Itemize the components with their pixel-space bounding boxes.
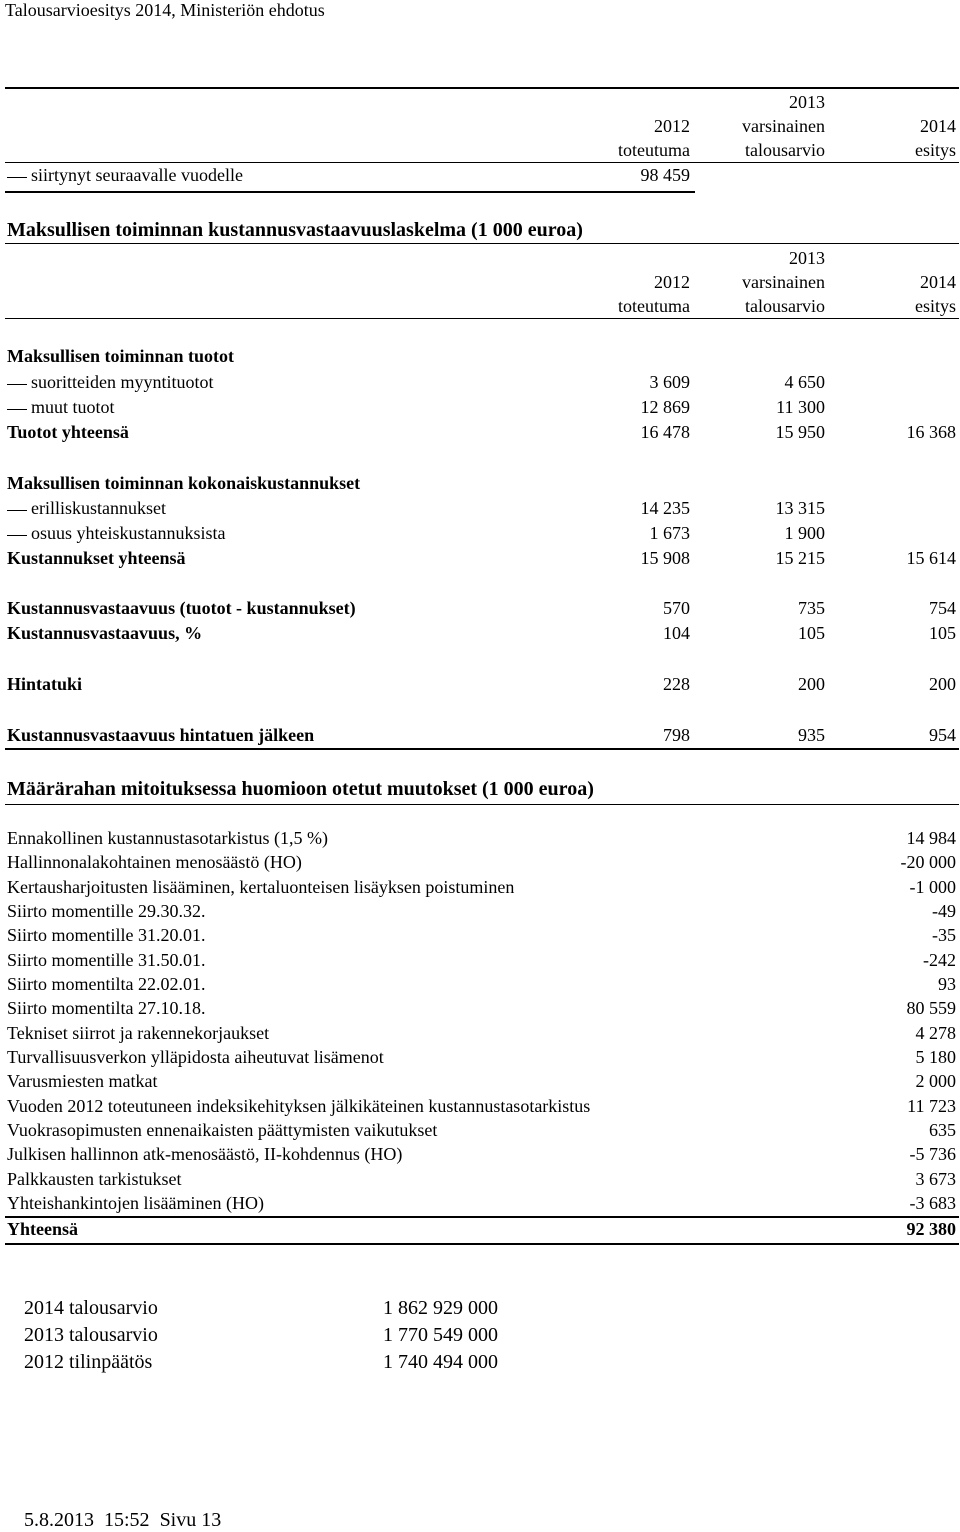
- item-label: Hallinnonalakohtainen menosäästö (HO): [7, 852, 302, 872]
- table-row: [0, 397, 960, 422]
- item-value: -20 000: [900, 852, 956, 872]
- item-label: Siirto momentilta 22.02.01.: [7, 974, 206, 994]
- col-header-year: 2012: [654, 116, 690, 136]
- summary-row: [0, 1297, 960, 1323]
- page-footer: [24, 1509, 221, 1532]
- col-header-2013: [742, 246, 825, 318]
- value-2013: 15 215: [775, 548, 825, 568]
- item-label: Siirto momentille 31.50.01.: [7, 950, 206, 970]
- col-header-year: 2012: [654, 272, 690, 292]
- changes-title: Määrärahan mitoituksessa huomioon otetut muutokset (1 000 euroa): [7, 778, 594, 800]
- row-label: Maksullisen toiminnan kokonaiskustannukset: [7, 473, 361, 493]
- item-value: -242: [923, 950, 956, 970]
- changes-title-rule: [5, 804, 959, 805]
- summary-label: 2013 talousarvio: [24, 1324, 158, 1346]
- value-2012: 570: [663, 598, 690, 618]
- list-item: [0, 877, 960, 901]
- item-value: -3 683: [909, 1193, 956, 1213]
- footer-date: 5.8.2013: [24, 1509, 94, 1531]
- value-2012: 15 908: [640, 548, 690, 568]
- item-label: Yhteishankintojen lisääminen (HO): [7, 1193, 264, 1213]
- col-header-2013: [742, 90, 825, 162]
- item-value: 4 278: [915, 1023, 956, 1043]
- col-header-2012: [618, 270, 690, 318]
- row-label: Kustannusvastaavuus (tuotot - kustannukset): [7, 598, 356, 618]
- item-label: Siirto momentille 29.30.32.: [7, 901, 206, 921]
- cost-header-rule: [5, 318, 959, 319]
- changes-bottom-rule: [5, 1243, 959, 1245]
- row-label: Hintatuki: [7, 674, 83, 694]
- dash-marker: [7, 384, 27, 385]
- value-2012: 798: [663, 725, 690, 745]
- dash-marker: [7, 510, 27, 511]
- col-header-desc: esitys: [914, 296, 956, 316]
- item-value: 93: [938, 974, 956, 994]
- item-label: Varusmiesten matkat: [7, 1071, 158, 1091]
- value-2013: 11 300: [776, 397, 825, 417]
- list-item: [0, 950, 960, 974]
- list-item: [0, 1071, 960, 1095]
- row-label: Maksullisen toiminnan tuotot: [7, 346, 235, 366]
- row-label: muut tuotot: [31, 397, 115, 417]
- document-header: Talousarvioesitys 2014, Ministeriön ehdotus: [5, 0, 325, 20]
- list-item: [0, 925, 960, 949]
- value-2014: 200: [929, 674, 956, 694]
- table-row: [0, 548, 960, 573]
- cost-table-title: Maksullisen toiminnan kustannusvastaavuuslaskelma (1 000 euroa): [7, 219, 583, 241]
- item-value: 14 984: [906, 828, 956, 848]
- list-item: [0, 1023, 960, 1047]
- col-header-2012: [618, 114, 690, 162]
- value-2014: 105: [929, 623, 956, 643]
- col-header-rule: [5, 162, 959, 163]
- dash-marker: [7, 535, 27, 536]
- item-label: Ennakollinen kustannustasotarkistus (1,5 %): [7, 828, 328, 848]
- list-item: [0, 998, 960, 1022]
- item-label: Julkisen hallinnon atk-menosäästö, II-kohdennus (HO): [7, 1144, 403, 1164]
- item-value: -1 000: [909, 877, 956, 897]
- item-label: Siirto momentilta 27.10.18.: [7, 998, 206, 1018]
- col-header-desc: toteutuma: [618, 296, 690, 316]
- list-item: [0, 828, 960, 852]
- table-row: [0, 346, 960, 371]
- value-2014: 754: [929, 598, 956, 618]
- table-row: [0, 498, 960, 523]
- total-label: Yhteensä: [7, 1219, 78, 1239]
- row-label: Kustannusvastaavuus, %: [7, 623, 203, 643]
- col-header-year: 2013: [789, 248, 825, 268]
- value-2014: 15 614: [906, 548, 956, 568]
- value-2012: 12 869: [640, 397, 690, 417]
- total-value: 92 380: [906, 1219, 956, 1239]
- row-label: erilliskustannukset: [31, 498, 166, 518]
- table-row: [0, 422, 960, 447]
- table-row: [0, 725, 960, 750]
- changes-total-rule: [5, 1216, 959, 1218]
- item-value: 3 673: [915, 1169, 956, 1189]
- value-2012: 1 673: [649, 523, 690, 543]
- item-label: Kertausharjoitusten lisääminen, kertaluonteisen lisäyksen poistuminen: [7, 877, 515, 897]
- total-row: [0, 1219, 960, 1243]
- value-2014: 16 368: [906, 422, 956, 442]
- col-header-2014: [915, 270, 956, 318]
- list-item: [0, 852, 960, 876]
- item-label: Tekniset siirrot ja rakennekorjaukset: [7, 1023, 270, 1043]
- row-label: osuus yhteiskustannuksista: [31, 523, 226, 543]
- list-item: [0, 1120, 960, 1144]
- list-item: [0, 901, 960, 925]
- value-2012: 3 609: [649, 372, 690, 392]
- dash-marker: [7, 409, 27, 410]
- item-value: 635: [929, 1120, 956, 1140]
- footer-page: Sivu 13: [159, 1509, 222, 1531]
- table-row: [0, 372, 960, 397]
- row-label: siirtynyt seuraavalle vuodelle: [31, 165, 243, 185]
- col-header-year: 2014: [920, 272, 956, 292]
- row-label: Kustannusvastaavuus hintatuen jälkeen: [7, 725, 315, 745]
- col-header-desc: talousarvio: [745, 140, 825, 160]
- list-item: [0, 1169, 960, 1193]
- summary-value: 1 862 929 000: [383, 1297, 498, 1319]
- item-label: Vuoden 2012 toteutuneen indeksikehityksen jälkikäteinen kustannustasotarkistus: [7, 1096, 591, 1116]
- carry-rule: [5, 191, 695, 193]
- dash-marker: [7, 177, 27, 178]
- summary-row: [0, 1324, 960, 1350]
- value-2013: 15 950: [775, 422, 825, 442]
- header-rule: [5, 87, 959, 89]
- table-row: [0, 473, 960, 498]
- item-value: -5 736: [909, 1144, 956, 1164]
- col-header-desc: esitys: [914, 140, 956, 160]
- item-value: -49: [932, 901, 956, 921]
- summary-value: 1 770 549 000: [383, 1324, 498, 1346]
- item-value: 5 180: [915, 1047, 956, 1067]
- col-header-desc: varsinainen: [742, 272, 825, 292]
- list-item: [0, 974, 960, 998]
- value-2013: 935: [798, 725, 825, 745]
- list-item: [0, 1144, 960, 1168]
- list-item: [0, 1047, 960, 1071]
- item-value: 2 000: [915, 1071, 956, 1091]
- summary-row: [0, 1351, 960, 1377]
- item-value: 80 559: [906, 998, 956, 1018]
- item-label: Turvallisuusverkon ylläpidosta aiheutuvat lisämenot: [7, 1047, 384, 1067]
- row-label: suoritteiden myyntituotot: [31, 372, 214, 392]
- table-row: [0, 523, 960, 548]
- value-2012: 98 459: [640, 165, 690, 185]
- col-header-desc: varsinainen: [742, 116, 825, 136]
- col-header-desc: toteutuma: [618, 140, 690, 160]
- value-2013: 1 900: [784, 523, 825, 543]
- carry-row: [0, 165, 960, 190]
- table-row: [0, 598, 960, 623]
- cost-table-bottom-rule: [5, 748, 959, 750]
- value-2013: 105: [798, 623, 825, 643]
- row-label: Kustannukset yhteensä: [7, 548, 186, 568]
- col-header-year: 2014: [920, 116, 956, 136]
- value-2012: 14 235: [640, 498, 690, 518]
- value-2012: 104: [663, 623, 690, 643]
- value-2014: 954: [929, 725, 956, 745]
- item-value: -35: [932, 925, 956, 945]
- item-label: Vuokrasopimusten ennenaikaisten päättymisten vaikutukset: [7, 1120, 438, 1140]
- list-item: [0, 1096, 960, 1120]
- summary-value: 1 740 494 000: [383, 1351, 498, 1373]
- value-2012: 16 478: [640, 422, 690, 442]
- value-2013: 13 315: [775, 498, 825, 518]
- summary-label: 2014 talousarvio: [24, 1297, 158, 1319]
- item-label: Palkkausten tarkistukset: [7, 1169, 182, 1189]
- value-2013: 735: [798, 598, 825, 618]
- col-header-2014: [915, 114, 956, 162]
- table-row: [0, 674, 960, 699]
- value-2012: 228: [663, 674, 690, 694]
- item-value: 11 723: [907, 1096, 956, 1116]
- value-2013: 4 650: [784, 372, 825, 392]
- row-label: Tuotot yhteensä: [7, 422, 129, 442]
- table-row: [0, 623, 960, 648]
- cost-title-rule: [5, 243, 959, 244]
- col-header-year: 2013: [789, 92, 825, 112]
- item-label: Siirto momentille 31.20.01.: [7, 925, 206, 945]
- list-item: [0, 1193, 960, 1217]
- value-2013: 200: [798, 674, 825, 694]
- footer-time: 15:52: [104, 1509, 150, 1531]
- col-header-desc: talousarvio: [745, 296, 825, 316]
- summary-label: 2012 tilinpäätös: [24, 1351, 153, 1373]
